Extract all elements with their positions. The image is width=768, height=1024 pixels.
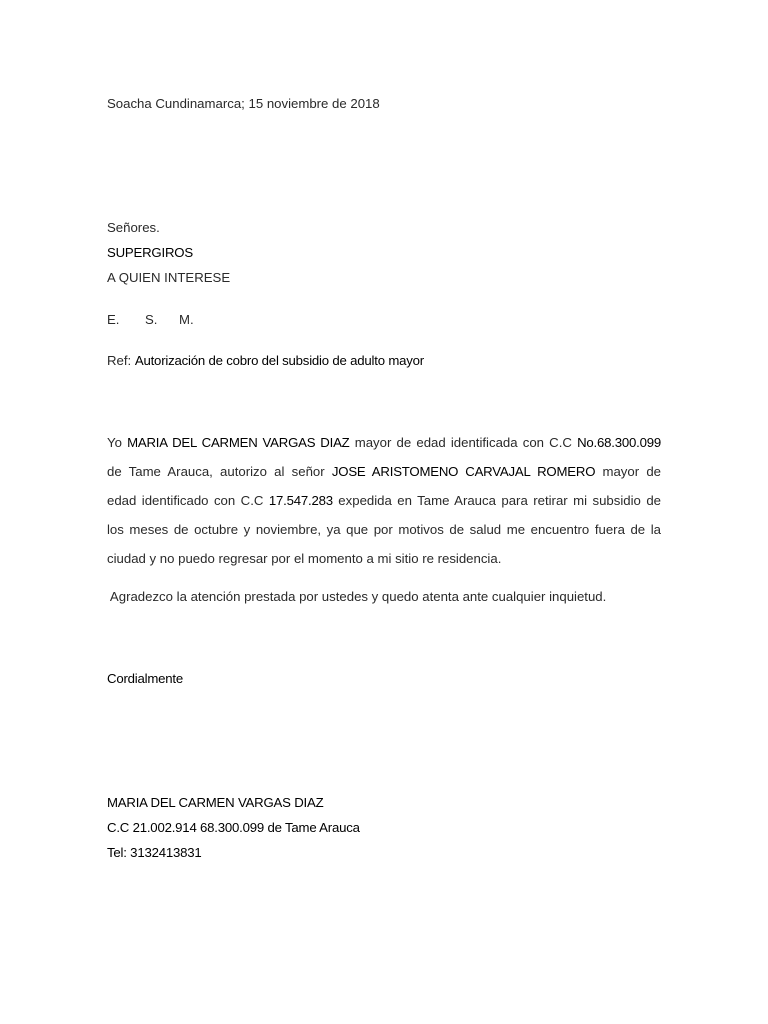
signature-tel: Tel: 3132413831 — [107, 845, 202, 860]
place-date: Soacha Cundinamarca; 15 noviembre de 2018 — [107, 96, 380, 111]
body-line-5: ciudad y no puedo regresar por el momento a mi sitio re residencia. — [107, 551, 502, 566]
esm-s: S. — [145, 312, 158, 327]
recipient-company: SUPERGIROS — [107, 245, 193, 260]
body-line-4: los meses de octubre y noviembre, ya que por motivos de salud me encuentro fuera de la — [107, 522, 661, 537]
thanks-paragraph: Agradezco la atención prestada por ustedes y quedo atenta ante cualquier inquietud. — [107, 589, 607, 604]
esm-e: E. — [107, 312, 120, 327]
signature-name: MARIA DEL CARMEN VARGAS DIAZ — [107, 795, 324, 810]
reference-line — [107, 353, 424, 368]
closing: Cordialmente — [107, 671, 184, 686]
body-line-2: de Tame Arauca, autorizo al señor JOSE ARISTOMENO CARVAJAL ROMERO mayor de — [107, 464, 662, 479]
grantor-id: No.68.300.099 — [577, 435, 661, 450]
body-line-3: edad identificado con C.C 17.547.283 expedida en Tame Arauca para retirar mi subsidio de — [107, 493, 661, 508]
esm-m: M. — [179, 312, 194, 327]
body-line-1: Yo MARIA DEL CARMEN VARGAS DIAZ mayor de edad identificada con C.C No.68.300.099 — [107, 435, 661, 450]
salutation: Señores. — [107, 220, 160, 235]
authorized-name: JOSE ARISTOMENO CARVAJAL ROMERO — [331, 464, 596, 479]
signature-cc: C.C 21.002.914 68.300.099 de Tame Arauca — [107, 820, 360, 835]
authorized-id: 17.547.283 — [268, 493, 333, 508]
grantor-name: MARIA DEL CARMEN VARGAS DIAZ — [127, 435, 350, 450]
body-paragraph — [107, 428, 661, 573]
reference-label: Ref: — [107, 353, 135, 368]
esm-line — [107, 312, 194, 327]
reference-text: Autorización de cobro del subsidio de adulto mayor — [134, 353, 424, 368]
recipient-to: A QUIEN INTERESE — [107, 270, 231, 285]
